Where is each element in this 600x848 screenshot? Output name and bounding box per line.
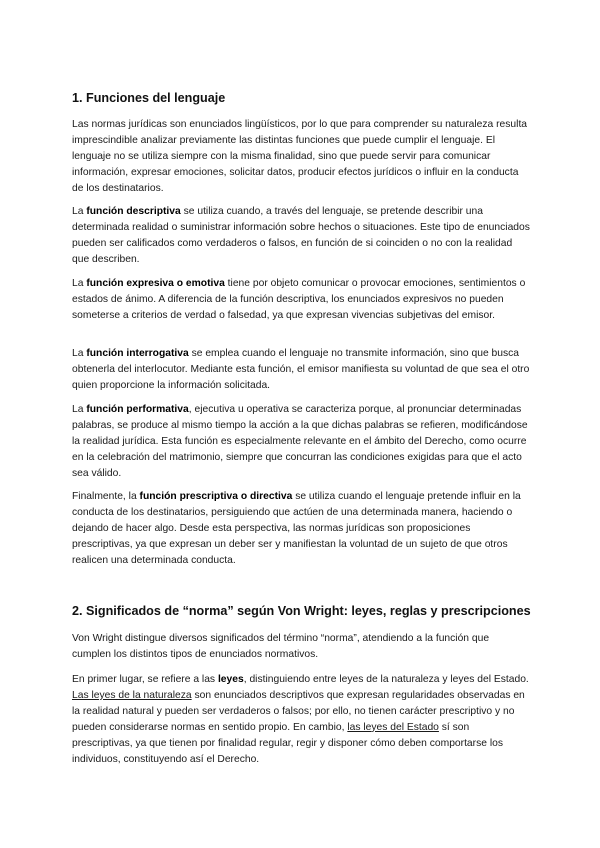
paragraph-lead: La (72, 404, 87, 415)
paragraph-lead: La (72, 206, 87, 217)
performative-function-term: función performativa (86, 404, 189, 415)
state-laws-term: las leyes del Estado (347, 721, 439, 733)
laws-term: leyes (217, 674, 244, 685)
prescriptive-function-paragraph (72, 489, 530, 569)
paragraph-body: tiene por objeto comunicar o provocar emociones, sentimientos o estados de ánimo. A diferencia de la función descriptiva, los enunciados expresivos no pueden someterse a criterios de verdad o falsedad, ya que expresan vivencias subjetivas del emisor. (72, 278, 526, 321)
paragraph-lead: La (72, 278, 87, 289)
section-2-intro-paragraph: Von Wright distingue diversos significados del término “norma”, atendiendo a la función que cumplen los distintos tipos de enunciados normativos. (72, 633, 490, 660)
section-2-title: 2. Significados de “norma” según Von Wright: leyes, reglas y prescripciones (72, 604, 531, 618)
paragraph-body: sí son prescriptivas, ya que tienen por finalidad regular, regir y disponer cómo deben comportarse los individuos, constituyendo así el Derecho. (72, 721, 503, 765)
paragraph-body: , distinguiendo entre leyes de la naturaleza y leyes del Estado. (243, 674, 529, 685)
section-1-intro-paragraph: Las normas jurídicas son enunciados lingüísticos, por lo que para comprender su naturaleza resulta imprescindible analizar previamente las distintas funciones que puede cumplir el lenguaje. El lenguaje no se utiliza siempre con la misma finalidad, sino que puede servir para comunicar información, expresar emociones, solicitar datos, producir efectos jurídicos o influir en la conducta de los destinatarios. (72, 119, 528, 194)
expressive-function-paragraph (72, 276, 530, 324)
paragraph-body: se emplea cuando el lenguaje no transmite información, sino que busca obtenerla del interlocutor. Mediante esta función, el emisor manifiesta su voluntad de que sea el otro quien proporcione la información solicitada. (72, 348, 530, 391)
paragraph-body: son enunciados descriptivos que expresan regularidades observadas en la realidad natural y pueden ser verdaderos o falsos; por ello, no tienen carácter prescriptivo y no pueden considerarse normas en sentido propio. En cambio, (72, 689, 525, 733)
interrogative-function-paragraph (72, 346, 530, 394)
paragraph-body: , ejecutiva u operativa se caracteriza porque, al pronunciar determinadas palabras, se produce al mismo tiempo la acción a la que dichas palabras se refieren, modificándose la realidad jurídica. Esta función es especialmente relevante en el ámbito del Derecho, como ocurre en la celebración del matrimonio, siempre que concurran las condiciones exigidas para que el acto sea válido. (72, 404, 528, 479)
paragraph-lead: En primer lugar, se refiere a las (72, 674, 218, 685)
expressive-function-term: función expresiva o emotiva (86, 278, 225, 289)
paragraph-body: se utiliza cuando, a través del lenguaje, se pretende describir una determinada realidad o suministrar información sobre hechos o situaciones. Este tipo de enunciados pueden ser calificados como verdaderos o falsos, en función de si coinciden o no con la realidad que describen. (72, 206, 530, 265)
performative-function-paragraph (72, 402, 530, 482)
section-1-title: 1. Funciones del lenguaje (72, 91, 226, 105)
paragraph-lead: La (72, 348, 87, 359)
laws-paragraph (72, 672, 530, 767)
laws-of-nature-term: Las leyes de la naturaleza (72, 689, 192, 701)
descriptive-function-term: función descriptiva (86, 206, 181, 217)
descriptive-function-paragraph (72, 204, 530, 268)
paragraph-lead: Finalmente, la (72, 491, 140, 502)
prescriptive-function-term: función prescriptiva o directiva (139, 491, 293, 502)
interrogative-function-term: función interrogativa (86, 348, 189, 359)
paragraph-body: se utiliza cuando el lenguaje pretende influir en la conducta de los destinatarios, persiguiendo que actúen de una determinada manera, haciendo o dejando de hacer algo. Desde esta perspectiva, las normas jurídicas son proposiciones prescriptivas, ya que expresan un deber ser y manifiestan la voluntad de un sujeto de que otros realicen una determinada conducta. (72, 491, 521, 566)
